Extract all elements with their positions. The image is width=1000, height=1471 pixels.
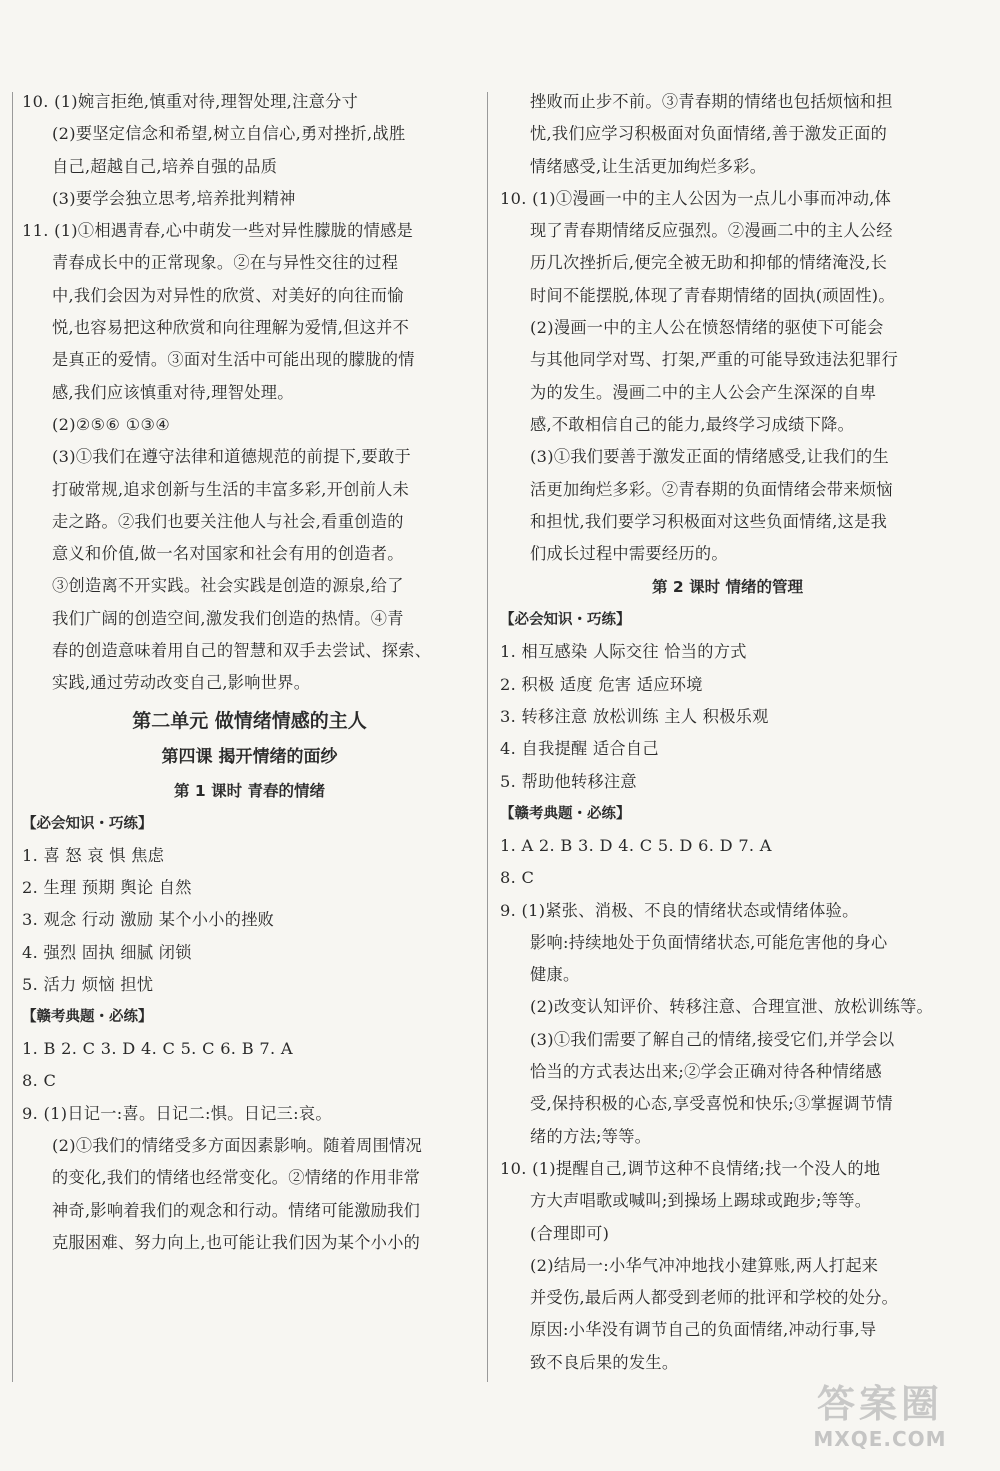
text-line: 恰当的方式表达出来;②学会正确对待各种情绪感 <box>530 1062 882 1082</box>
text-line: 打破常规,追求创新与生活的丰富多彩,开创前人未 <box>52 479 410 499</box>
text-line: 1. A 2. B 3. D 4. C 5. D 6. D 7. A <box>500 835 772 855</box>
text-line: 4. 自我提醒 适合自己 <box>500 739 659 759</box>
text-line: (2)②⑤⑥ ①③④ <box>52 414 171 434</box>
text-line: 实践,通过劳动改变自己,影响世界。 <box>52 673 311 693</box>
text-line: 10. (1)①漫画一中的主人公因为一点儿小事而冲动,体 <box>500 188 892 208</box>
text-line: 和担忧,我们要学习积极面对这些负面情绪,这是我 <box>530 511 888 531</box>
text-line: 并受伤,最后两人都受到老师的批评和学校的处分。 <box>530 1288 899 1308</box>
text-line: 忧,我们应学习积极面对负面情绪,善于激发正面的 <box>530 124 888 144</box>
text-line: 2. 积极 适度 危害 适应环境 <box>500 674 703 694</box>
text-line: 1. 相互感染 人际交往 恰当的方式 <box>500 642 747 662</box>
text-line: 的变化,我们的情绪也经常变化。②情绪的作用非常 <box>52 1168 421 1188</box>
watermark-main: 答案圈 <box>816 1382 943 1426</box>
text-line: 1. B 2. C 3. D 4. C 5. C 6. B 7. A <box>22 1039 293 1059</box>
text-line: (合理即可) <box>530 1223 610 1243</box>
text-line: (2)漫画一中的主人公在愤怒情绪的驱使下可能会 <box>530 318 884 338</box>
text-line: (3)①我们在遵守法律和道德规范的前提下,要敢于 <box>52 447 412 467</box>
text-line: 自己,超越自己,培养自强的品质 <box>52 156 278 176</box>
text-line: (2)①我们的情绪受多方面因素影响。随着周围情况 <box>52 1136 423 1156</box>
text-line: 9. (1)紧张、消极、不良的情绪状态或情绪体验。 <box>500 900 859 920</box>
text-line: 2. 生理 预期 舆论 自然 <box>22 877 192 897</box>
text-line: 1. 喜 怒 哀 惧 焦虑 <box>22 845 165 865</box>
text-line: 现了青春期情绪反应强烈。②漫画二中的主人公经 <box>530 221 893 241</box>
watermark-site: MXQE.COM <box>813 1427 947 1451</box>
text-line: 致不良后果的发生。 <box>530 1352 679 1372</box>
text-line: 与其他同学对骂、打架,严重的可能导致违法犯罪行 <box>530 350 899 370</box>
text-line: 感,不敢相信自己的能力,最终学习成绩下降。 <box>530 414 855 434</box>
text-line: 5. 帮助他转移注意 <box>500 771 637 791</box>
text-line: 情绪感受,让生活更加绚烂多彩。 <box>530 156 767 176</box>
text-line: 挫败而止步不前。③青春期的情绪也包括烦恼和担 <box>530 92 893 111</box>
period-heading: 第 2 课时 情绪的管理 <box>652 578 803 597</box>
section-heading: 【必会知识・巧练】 <box>22 815 153 832</box>
text-line: 绪的方法;等等。 <box>530 1126 652 1146</box>
left-column <box>22 86 477 1259</box>
text-line: 们成长过程中需要经历的。 <box>530 544 728 564</box>
period-heading: 第 1 课时 青春的情绪 <box>174 781 325 800</box>
text-line: 克服困难、努力向上,也可能让我们因为某个小小的 <box>52 1232 421 1252</box>
text-line: 中,我们会因为对异性的欣赏、对美好的向往而愉 <box>52 285 404 305</box>
left-margin-rule <box>12 92 13 1382</box>
text-line: 方大声唱歌或喊叫;到操场上踢球或跑步;等等。 <box>530 1191 872 1211</box>
text-line: 原因:小华没有调节自己的负面情绪,冲动行事,导 <box>530 1320 877 1340</box>
text-line: 10. (1)婉言拒绝,慎重对待,理智处理,注意分寸 <box>22 92 359 111</box>
text-line: 走之路。②我们也要关注他人与社会,看重创造的 <box>52 511 404 531</box>
text-line: ③创造离不开实践。社会实践是创造的源泉,给了 <box>52 576 404 596</box>
text-line: (3)①我们需要了解自己的情绪,接受它们,并学会以 <box>530 1029 895 1049</box>
section-heading: 【赣考典题・必练】 <box>22 1009 153 1026</box>
lesson-heading: 第四课 揭开情绪的面纱 <box>161 746 338 767</box>
text-line: 是真正的爱情。③面对生活中可能出现的朦胧的情 <box>52 350 415 370</box>
text-line: 健康。 <box>530 965 580 985</box>
text-line: 9. (1)日记一:喜。日记二:惧。日记三:哀。 <box>22 1103 332 1123</box>
text-line: 10. (1)提醒自己,调节这种不良情绪;找一个没人的地 <box>500 1158 881 1178</box>
text-line: (3)要学会独立思考,培养批判精神 <box>52 188 296 208</box>
text-line: 青春成长中的正常现象。②在与异性交往的过程 <box>52 253 399 273</box>
text-line: 受,保持积极的心态,享受喜悦和快乐;③掌握调节情 <box>530 1094 893 1114</box>
text-line: (2)结局一:小华气冲冲地找小建算账,两人打起来 <box>530 1255 879 1275</box>
text-line: 3. 观念 行动 激励 某个小小的挫败 <box>22 910 275 930</box>
section-heading: 【必会知识・巧练】 <box>500 612 631 629</box>
text-line: 8. C <box>500 868 535 888</box>
text-line: 感,我们应该慎重对待,理智处理。 <box>52 382 294 402</box>
right-column <box>500 86 955 1379</box>
text-line: 历几次挫折后,便完全被无助和抑郁的情绪淹没,长 <box>530 253 888 273</box>
text-line: 4. 强烈 固执 细腻 闭锁 <box>22 942 192 962</box>
section-heading: 【赣考典题・必练】 <box>500 805 631 822</box>
text-line: 春的创造意味着用自己的智慧和双手去尝试、探索、 <box>52 641 432 661</box>
text-line: (2)要坚定信念和希望,树立自信心,勇对挫折,战胜 <box>52 124 406 144</box>
text-line: 8. C <box>22 1071 57 1091</box>
text-line: 11. (1)①相遇青春,心中萌发一些对异性朦胧的情感是 <box>22 221 414 241</box>
text-line: (2)改变认知评价、转移注意、合理宣泄、放松训练等。 <box>530 997 934 1017</box>
watermark-logo <box>780 1381 980 1463</box>
text-line: 5. 活力 烦恼 担忧 <box>22 974 154 994</box>
unit-heading: 第二单元 做情绪情感的主人 <box>132 709 367 732</box>
column-divider <box>487 92 488 1382</box>
text-line: 为的发生。漫画二中的主人公会产生深深的自卑 <box>530 382 877 402</box>
text-line: 活更加绚烂多彩。②青春期的负面情绪会带来烦恼 <box>530 479 893 499</box>
text-line: 我们广阔的创造空间,激发我们创造的热情。④青 <box>52 608 404 628</box>
text-line: 神奇,影响着我们的观念和行动。情绪可能激励我们 <box>52 1200 421 1220</box>
text-line: 悦,也容易把这种欣赏和向往理解为爱情,但这并不 <box>52 318 410 338</box>
text-line: 时间不能摆脱,体现了青春期情绪的固执(顽固性)。 <box>530 285 895 305</box>
text-line: 意义和价值,做一名对国家和社会有用的创造者。 <box>52 544 404 564</box>
text-line: (3)①我们要善于激发正面的情绪感受,让我们的生 <box>530 447 890 467</box>
text-line: 影响:持续地处于负面情绪状态,可能危害他的身心 <box>530 932 888 952</box>
text-line: 3. 转移注意 放松训练 主人 积极乐观 <box>500 707 769 727</box>
